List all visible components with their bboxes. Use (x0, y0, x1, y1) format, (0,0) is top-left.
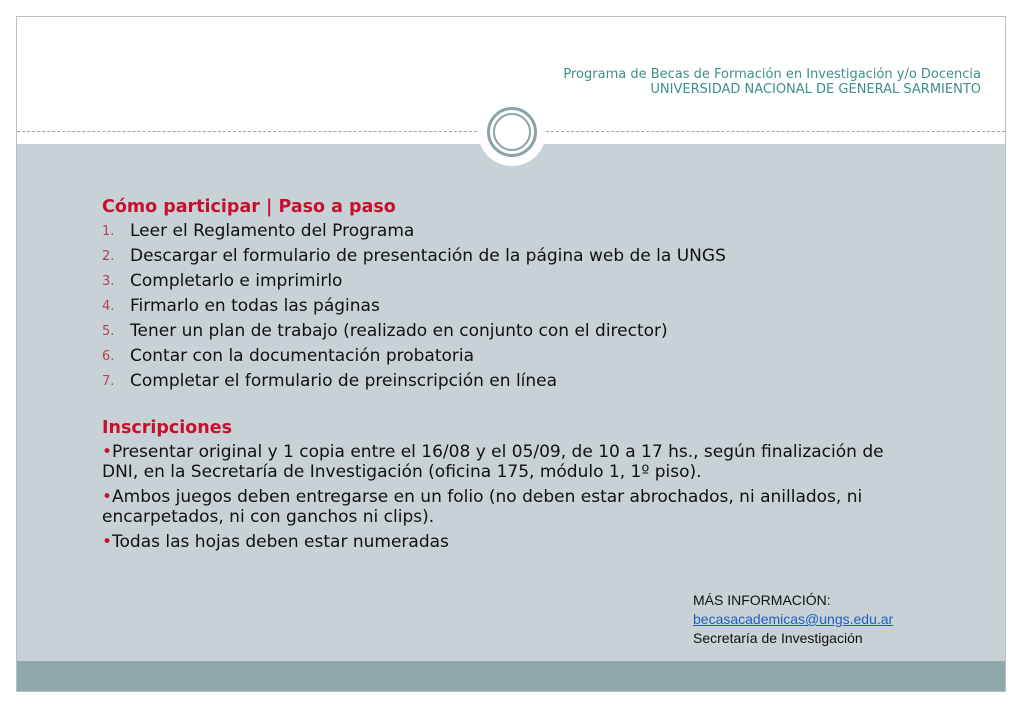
more-info-label: MÁS INFORMACIÓN: (693, 592, 831, 608)
inscripciones-title: Inscripciones (102, 418, 233, 438)
step-text: Descargar el formulario de presentación de la página web de la UNGS (130, 246, 726, 266)
step-item (102, 369, 922, 394)
contact-email-link[interactable]: becasacademicas@ungs.edu.ar (693, 611, 894, 627)
step-item (102, 344, 922, 369)
footer-bar (17, 661, 1005, 691)
inscripciones-list (102, 442, 922, 552)
steps-list (102, 219, 922, 394)
step-item (102, 294, 922, 319)
step-number: 5. (102, 324, 115, 339)
step-number: 2. (102, 249, 115, 264)
step-number: 3. (102, 274, 115, 289)
university-name: UNIVERSIDAD NACIONAL DE GENERAL SARMIENTO (650, 82, 981, 97)
header-text (563, 67, 981, 97)
bullet-icon: • (102, 487, 113, 507)
inscripcion-text: Presentar original y 1 copia entre el 16/08 y el 05/09, de 10 a 17 hs., según finalización de DNI, en la Secretaría de Investigación (oficina 175, módulo 1, 1º piso). (102, 442, 884, 482)
step-number: 1. (102, 224, 115, 239)
program-title: Programa de Becas de Formación en Investigación y/o Docencia (563, 67, 981, 82)
step-item (102, 269, 922, 294)
step-text: Firmarlo en todas las páginas (130, 296, 380, 316)
steps-title: Cómo participar | Paso a paso (102, 197, 396, 217)
step-number: 6. (102, 349, 115, 364)
section-gap (102, 394, 922, 416)
bullet-icon: • (102, 532, 113, 552)
header-divider-left (17, 131, 477, 132)
step-item (102, 244, 922, 269)
step-text: Leer el Reglamento del Programa (130, 221, 415, 241)
inscripcion-text: Todas las hojas deben estar numeradas (112, 532, 449, 552)
header-divider-right (546, 131, 1005, 132)
inscripcion-item (102, 442, 922, 482)
step-item (102, 319, 922, 344)
more-info-box (693, 591, 893, 648)
step-text: Completarlo e imprimirlo (130, 271, 343, 291)
office-name: Secretaría de Investigación (693, 630, 863, 646)
step-text: Tener un plan de trabajo (realizado en conjunto con el director) (130, 321, 668, 341)
step-number: 7. (102, 374, 115, 389)
ring-inner-ornament (493, 113, 531, 151)
inscripcion-item (102, 532, 922, 552)
step-text: Completar el formulario de preinscripción en línea (130, 371, 558, 391)
slide-content (102, 195, 922, 557)
inscripcion-item (102, 487, 922, 527)
bullet-icon: • (102, 442, 113, 462)
step-number: 4. (102, 299, 115, 314)
inscripcion-text: Ambos juegos deben entregarse en un folio (no deben estar abrochados, ni anillados, ni encarpetados, ni con ganchos ni clips). (102, 487, 863, 527)
step-item (102, 219, 922, 244)
step-text: Contar con la documentación probatoria (130, 346, 475, 366)
